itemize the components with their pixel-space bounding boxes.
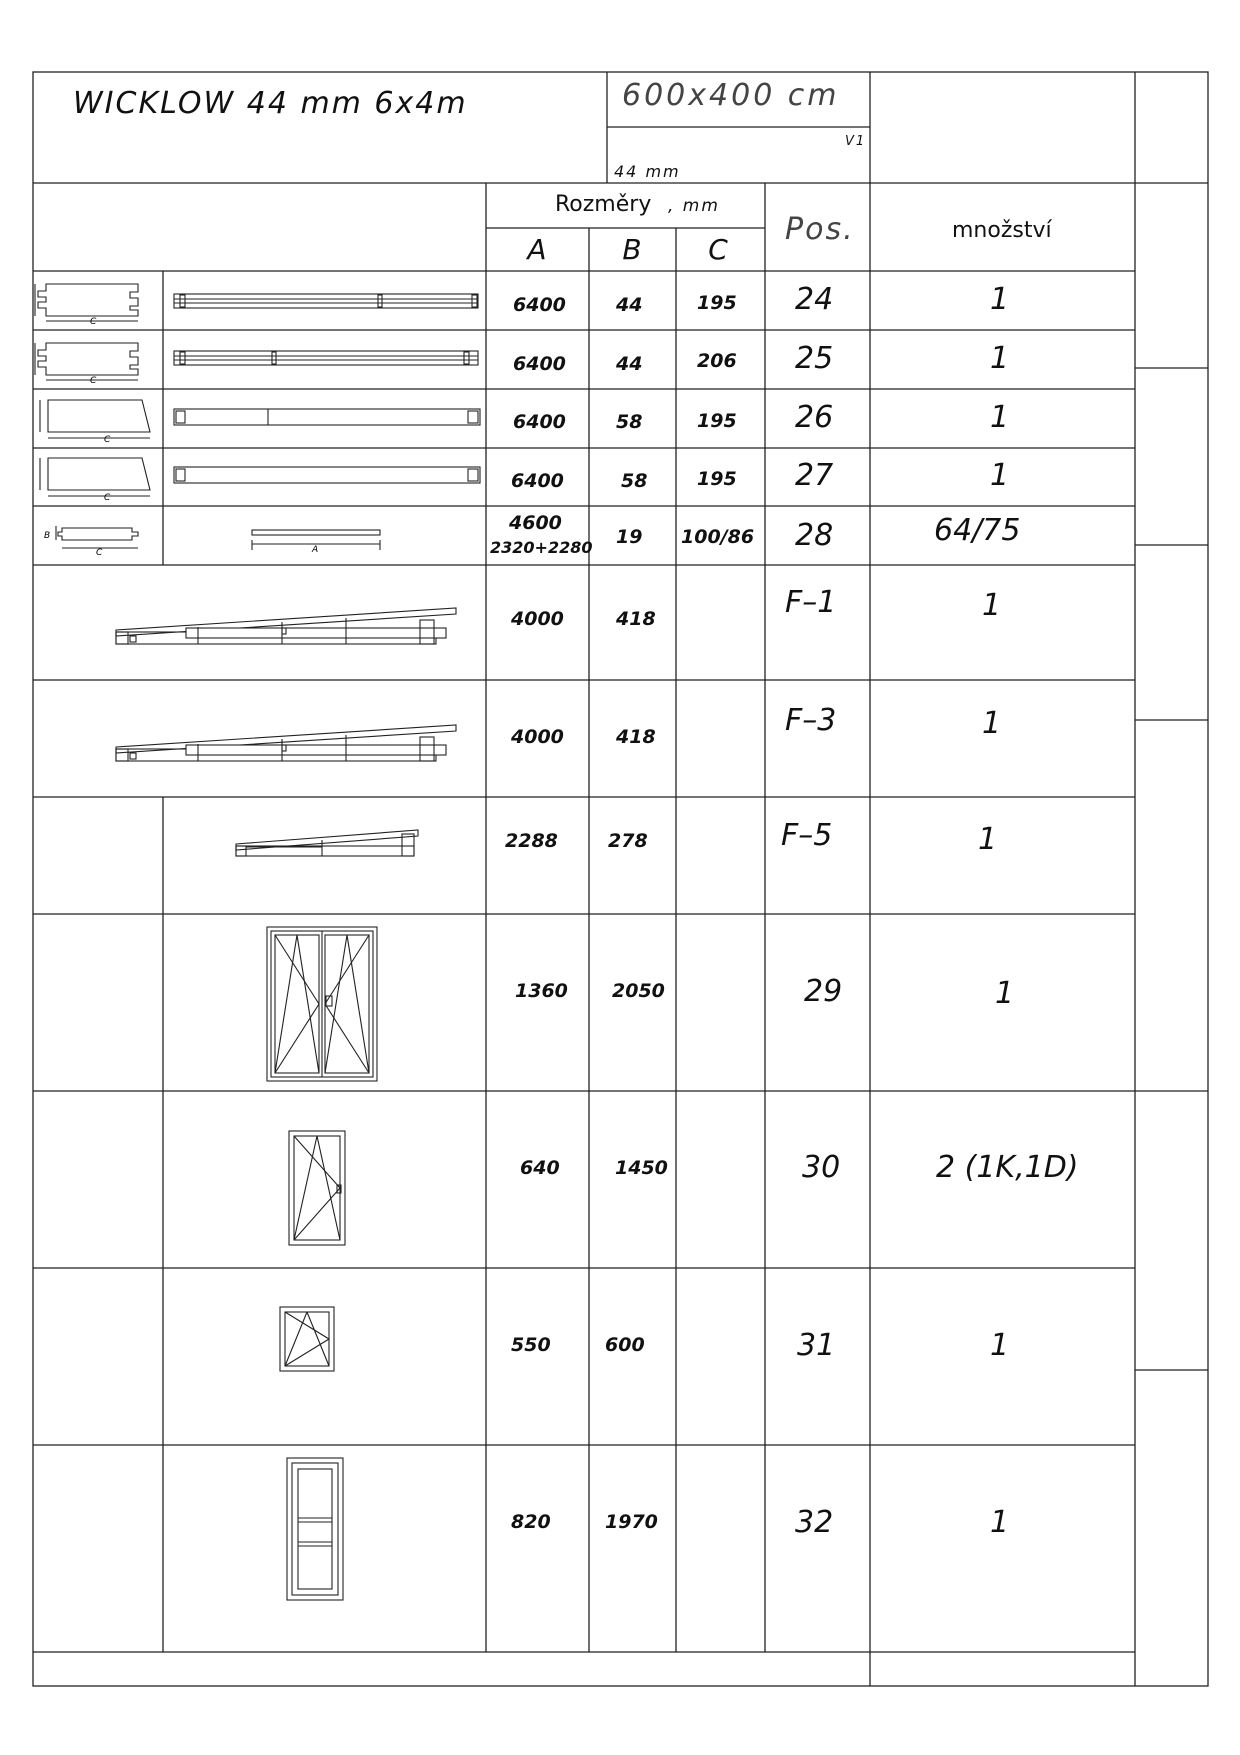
single-door-icon [285, 1456, 345, 1602]
document-title: WICKLOW 44 mm 6x4m [73, 86, 468, 121]
unit-header: , mm [668, 196, 720, 216]
row-7-qty: 1 [982, 706, 1002, 741]
gable-frame-icon [110, 600, 470, 650]
row-1-pos: 24 [795, 282, 834, 317]
row-5-c: 100/86 [681, 526, 755, 548]
row-11-a: 550 [511, 1334, 551, 1356]
profile-c-label: C [104, 493, 111, 500]
row-9-qty: 1 [995, 976, 1015, 1011]
column-b-header: B [622, 233, 644, 266]
profile-c-label: C [96, 548, 103, 556]
row-6-pos: F–1 [785, 585, 837, 620]
row-11-b: 600 [605, 1334, 645, 1356]
floor-board-profile-icon [40, 518, 160, 556]
row-3-b: 58 [616, 411, 643, 433]
row-11-pos: 31 [797, 1328, 836, 1363]
tilt-turn-window-icon [287, 1129, 347, 1247]
row-4-a: 6400 [511, 470, 564, 492]
row-4-qty: 1 [990, 458, 1010, 493]
row-2-pos: 25 [795, 341, 834, 376]
column-c-header: C [708, 233, 730, 266]
quantity-header: množství [952, 218, 1052, 243]
row-12-b: 1970 [605, 1511, 658, 1533]
row-2-a: 6400 [513, 353, 566, 375]
row-6-b: 418 [616, 608, 656, 630]
row-8-pos: F–5 [781, 818, 833, 853]
row-12-qty: 1 [990, 1505, 1010, 1540]
beveled-board-profile-icon [34, 454, 162, 500]
log-side-view-icon [172, 290, 482, 314]
row-4-pos: 27 [795, 458, 834, 493]
row-7-a: 4000 [511, 726, 564, 748]
dimensions-header: Rozměry [555, 192, 652, 217]
position-header: Pos. [785, 212, 855, 247]
row-10-a: 640 [520, 1157, 560, 1179]
row-3-a: 6400 [513, 411, 566, 433]
small-window-icon [278, 1305, 336, 1373]
board-side-view-icon [172, 406, 482, 430]
row-6-a: 4000 [511, 608, 564, 630]
row-9-pos: 29 [804, 974, 843, 1009]
row-9-b: 2050 [612, 980, 665, 1002]
row-11-qty: 1 [990, 1328, 1010, 1363]
row-1-qty: 1 [990, 282, 1010, 317]
row-6-qty: 1 [982, 588, 1002, 623]
row-2-c: 206 [697, 350, 737, 372]
version-label: V1 [845, 134, 867, 149]
row-1-b: 44 [616, 294, 643, 316]
side-a-label: A [312, 545, 319, 554]
row-5-a-split: 2320+2280 [490, 538, 593, 557]
floor-board-side-view-icon [248, 524, 388, 554]
row-8-qty: 1 [978, 822, 998, 857]
column-a-header: A [527, 233, 549, 266]
row-7-pos: F–3 [785, 703, 837, 738]
row-7-b: 418 [616, 726, 656, 748]
profile-c-label: C [90, 376, 97, 384]
beveled-board-profile-icon [34, 396, 162, 442]
row-3-qty: 1 [990, 400, 1010, 435]
row-5-b: 19 [616, 526, 643, 548]
row-4-c: 195 [697, 468, 737, 490]
small-gable-frame-icon [232, 826, 422, 862]
overall-size: 600x400 cm [622, 78, 840, 113]
row-1-c: 195 [697, 292, 737, 314]
row-8-a: 2288 [505, 830, 558, 852]
profile-c-label: C [90, 317, 97, 325]
row-10-qty: 2 (1K,1D) [936, 1150, 1079, 1185]
row-12-pos: 32 [795, 1505, 834, 1540]
row-3-c: 195 [697, 410, 737, 432]
row-8-b: 278 [608, 830, 648, 852]
double-door-icon [264, 924, 380, 1084]
row-12-a: 820 [511, 1511, 551, 1533]
tongue-groove-profile-icon [34, 338, 162, 384]
row-3-pos: 26 [795, 400, 834, 435]
profile-c-label: C [104, 435, 111, 442]
board-side-view-icon [172, 464, 482, 488]
row-9-a: 1360 [515, 980, 568, 1002]
row-10-pos: 30 [802, 1150, 841, 1185]
row-1-a: 6400 [513, 294, 566, 316]
profile-b-label: B [44, 531, 51, 541]
row-5-pos: 28 [795, 518, 834, 553]
row-4-b: 58 [621, 470, 648, 492]
log-side-view-icon [172, 347, 482, 371]
row-2-b: 44 [616, 353, 643, 375]
gable-frame-icon [110, 717, 470, 767]
thickness-label: 44 mm [614, 162, 681, 181]
row-2-qty: 1 [990, 341, 1010, 376]
row-10-b: 1450 [615, 1157, 668, 1179]
tongue-groove-profile-icon [34, 279, 162, 325]
row-5-qty: 64/75 [934, 513, 1021, 548]
row-5-a: 4600 [509, 512, 562, 534]
